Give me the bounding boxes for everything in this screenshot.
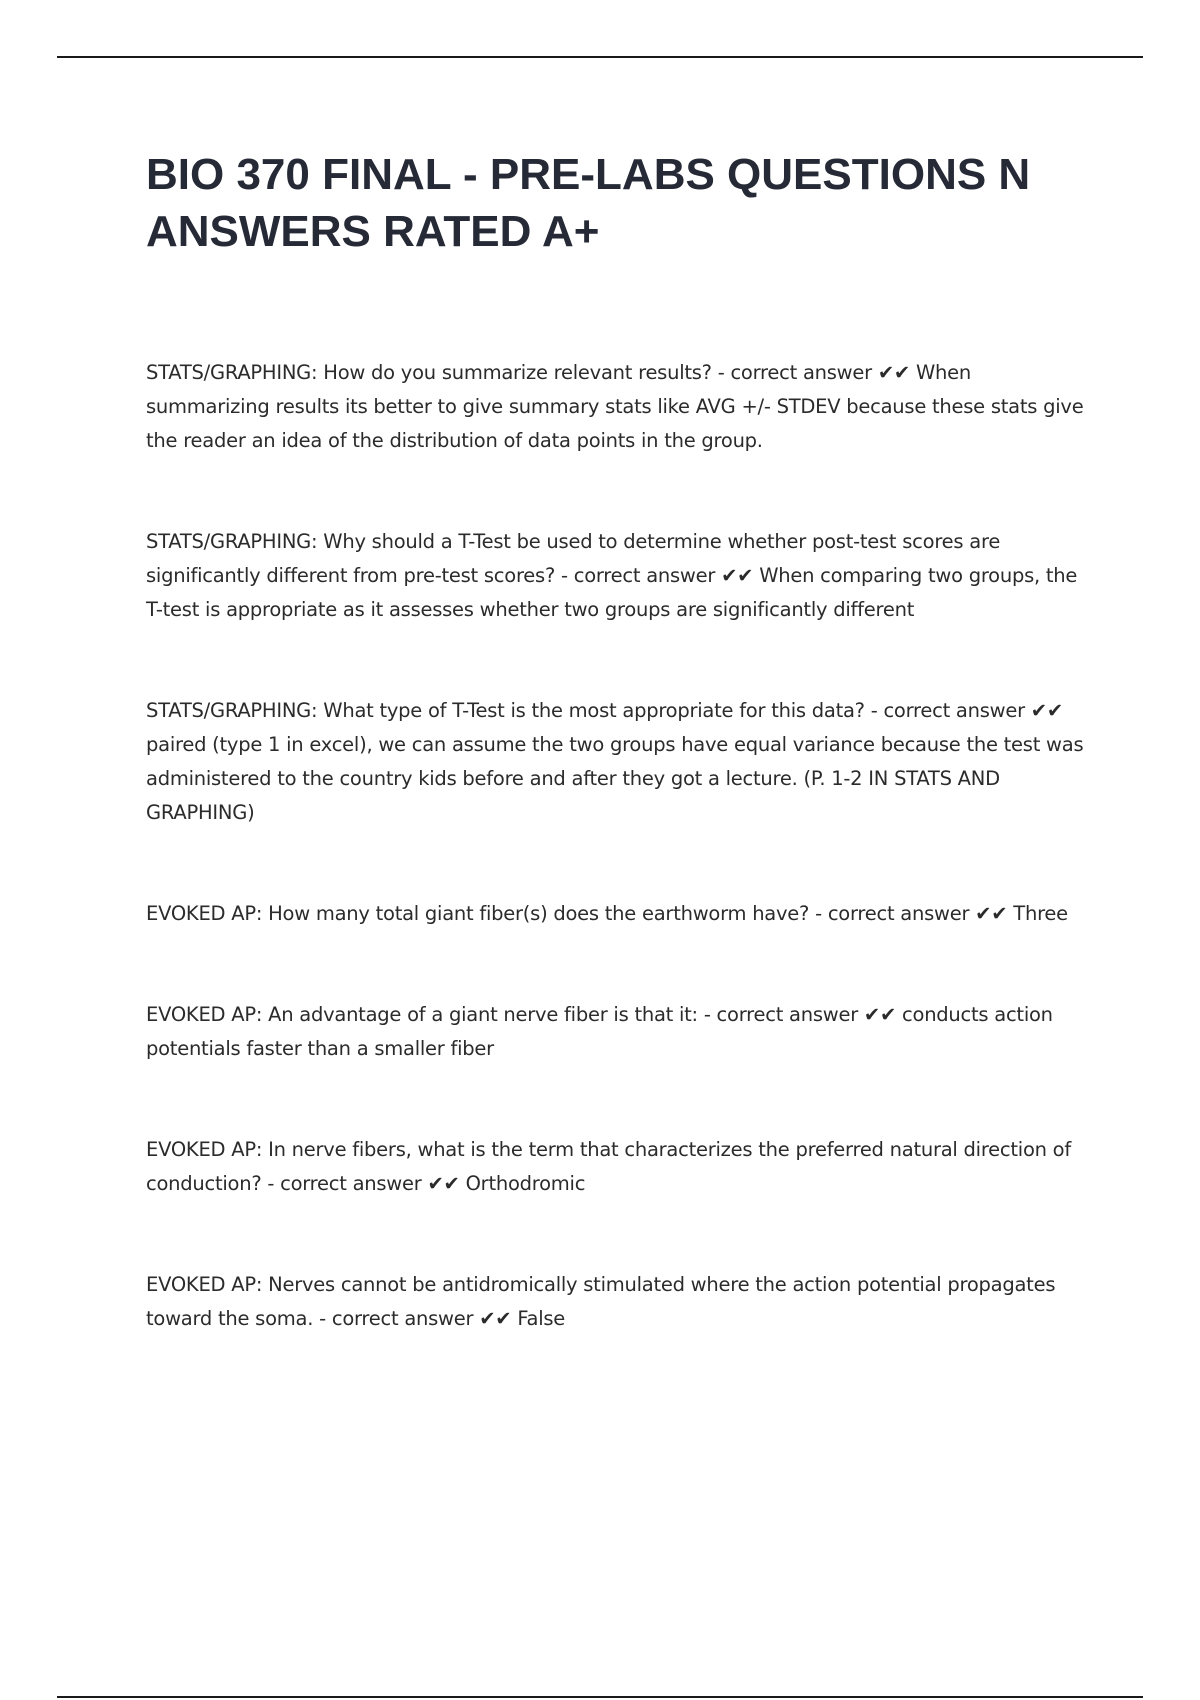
qa-item: STATS/GRAPHING: What type of T-Test is the most appropriate for this data? - correct answer ✔✔ paired (type 1 in excel), we can assume the two groups have equal variance because the test was administered to the country kids before and after they got a lecture. (P. 1-2 IN STATS AND GRAPHING) [146, 699, 1084, 824]
footer-divider [57, 1696, 1143, 1698]
qa-item: EVOKED AP: How many total giant fiber(s) does the earthworm have? - correct answer ✔✔ Three [146, 902, 1068, 925]
qa-item: EVOKED AP: An advantage of a giant nerve fiber is that it: - correct answer ✔✔ conducts action potentials faster than a smaller fiber [146, 1003, 1053, 1060]
document-title: BIO 370 FINAL - PRE-LABS QUESTIONS N ANSWERS RATED A+ [146, 150, 1031, 256]
qa-list [146, 356, 1096, 1403]
qa-item: EVOKED AP: Nerves cannot be antidromically stimulated where the action potential propagates toward the soma. - correct answer ✔✔ False [146, 1273, 1056, 1330]
qa-item: STATS/GRAPHING: Why should a T-Test be used to determine whether post-test scores are significantly different from pre-test scores? - correct answer ✔✔ When comparing two groups, the T-test is appropriate as it assesses whether two groups are significantly different [146, 530, 1078, 621]
qa-item: EVOKED AP: In nerve fibers, what is the term that characterizes the preferred natural direction of conduction? - correct answer ✔✔ Orthodromic [146, 1138, 1071, 1195]
qa-item: STATS/GRAPHING: How do you summarize relevant results? - correct answer ✔✔ When summarizing results its better to give summary stats like AVG +/- STDEV because these stats give the reader an idea of the distribution of data points in the group. [146, 361, 1084, 452]
header-divider [57, 56, 1143, 58]
